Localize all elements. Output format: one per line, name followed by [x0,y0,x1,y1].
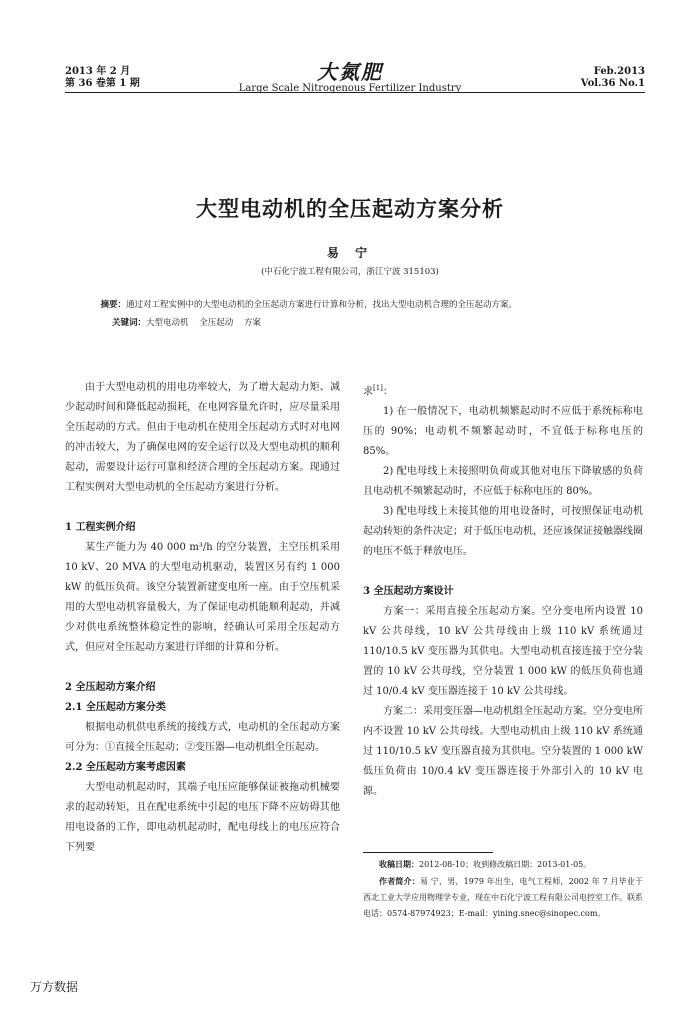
section-2-1-paragraph: 根据电动机供电系统的接线方式，电动机的全压起动方案可分为：①直接全压起动；②变压器—电动机组全压起动。 [65,722,340,753]
continuation-line: 求[1]： [363,384,393,398]
received-dates: 2012-08-10；收到修改稿日期：2013-01-05。 [419,860,592,869]
section-2-2-paragraph: 大型电动机起动时，其端子电压应能够保证被拖动机械要求的起动转矩，且在配电系统中引起的电压下降不应妨碍其他用电设备的工作，即电动机起动时，配电母线上的电压应符合下列要 [65,782,340,853]
author-bio-text: 易 宁，男，1979 年出生，电气工程师，2002 年 7 月毕业于西北工业大学应用物理学专业，现在中石化宁波工程有限公司电控室工作。联系电话：0574-87974923；E-mail：yining.snec@sinopec.com。 [363,877,644,918]
abstract-text: 通过对工程实例中的大型电动机的全压起动方案进行计算和分析，找出大型电动机合理的全压起动方案。 [126,300,518,310]
requirement-item-3: 3) 配电母线上未接其他的用电设备时，可按照保证电动机起动转矩的条件决定；对于低压电动机，还应该保证接触器线圈的电压不低于释放电压。 [363,506,643,558]
issue-date-cn: 2013 年 2 月 [65,66,131,77]
volume-en: Vol.36 No.1 [580,78,645,89]
left-column [65,378,340,858]
keywords-text: 大型电动机 全压起动 方案 [146,318,261,328]
volume-cn: 第 36 卷第 1 期 [65,78,140,89]
journal-english-name: Large Scale Nitrogenous Fertilizer Industry [238,83,462,94]
requirement-item-1: 1) 在一般情况下，电动机频繁起动时不应低于系统标称电压的 90%；电动机不频繁起动时，不宜低于标称电压的 85%。 [363,406,643,458]
header-left [65,66,140,90]
section-3-heading: 3 全压起动方案设计 [363,586,454,598]
plan-1-paragraph: 方案一：采用直接全压起动方案。空分变电所内设置 10 kV 公共母线，10 kV 公共母线由上级 110 kV 系统通过 110/10.5 kV 变压器为其供电。大型电动机直接连接于空分装置的 10 kV 公共母线，空分装置 1 000 kW 的低压负荷也通过 10/0.4 kV 变压器连接于 10 kV 公共母线。 [363,606,643,698]
section-1-heading: 1 工程实例介绍 [65,522,136,533]
author-bio-label: 作者简介： [379,876,420,886]
received-label: 收稿日期： [379,859,419,869]
article-title: 大型电动机的全压起动方案分析 [196,196,504,221]
author-affiliation: (中石化宁波工程有限公司，浙江宁波 315103) [261,267,439,277]
right-column [363,378,643,802]
section-1-paragraph: 某生产能力为 40 000 m³/h 的空分装置，主空压机采用 10 kV、20 MVA 的大型电动机驱动，装置区另有约 1 000 kW 的低压负荷。该空分装置新建变电所一座。由于空压机采用的大型电动机容量极大，为了保证电动机能顺利起动，并减少对供电系统整体稳定性的影响，经确认可采用全压起动方式，但应对全压起动方案进行详细的计算和分析。 [65,542,340,653]
footnote [363,856,643,922]
section-2-2-heading: 2.2 全压起动方案考虑因素 [65,762,186,773]
source-watermark: 万方数据 [30,980,79,994]
header-divider [65,92,645,93]
header-center [238,56,462,94]
requirement-item-2: 2) 配电母线上未接照明负荷或其他对电压下降敏感的负荷且电动机不频繁起动时，不应低于标称电压的 80%。 [363,466,643,498]
section-2-1-heading: 2.1 全压起动方案分类 [65,702,166,713]
abstract [92,297,622,331]
issue-date-en: Feb.2013 [593,66,645,77]
section-2-heading: 2 全压起动方案介绍 [65,682,156,693]
abstract-label: 摘要： [100,300,127,310]
footnote-divider [363,852,493,853]
reference-marker: [1] [373,384,383,392]
header-right [581,66,645,90]
author-name: 易 宁 [326,246,374,260]
keywords-label: 关键词： [112,318,147,328]
intro-paragraph: 由于大型电动机的用电功率较大，为了增大起动力矩、减少起动时间和降低起动损耗，在电网容量允许时，应尽量采用全压起动的方式。但由于电动机在使用全压起动方式时对电网的冲击较大，为了确保电网的安全运行以及大型电动机的顺利起动，需要设计运行可靠和经济合理的全压起动方案。现通过工程实例对大型电动机的全压起动方案进行分析。 [65,382,340,493]
journal-logo: 大氮肥 [317,60,383,84]
plan-2-paragraph: 方案二：采用变压器—电动机组全压起动方案。空分变电所内不设置 10 kV 公共母线。大型电动机由上级 110 kV 系统通过 110/10.5 kV 变压器直接为其供电。空分装置的 1 000 kW 低压负荷由 10/0.4 kV 变压器连接于外部引入的 10 kV 电源。 [363,706,643,798]
